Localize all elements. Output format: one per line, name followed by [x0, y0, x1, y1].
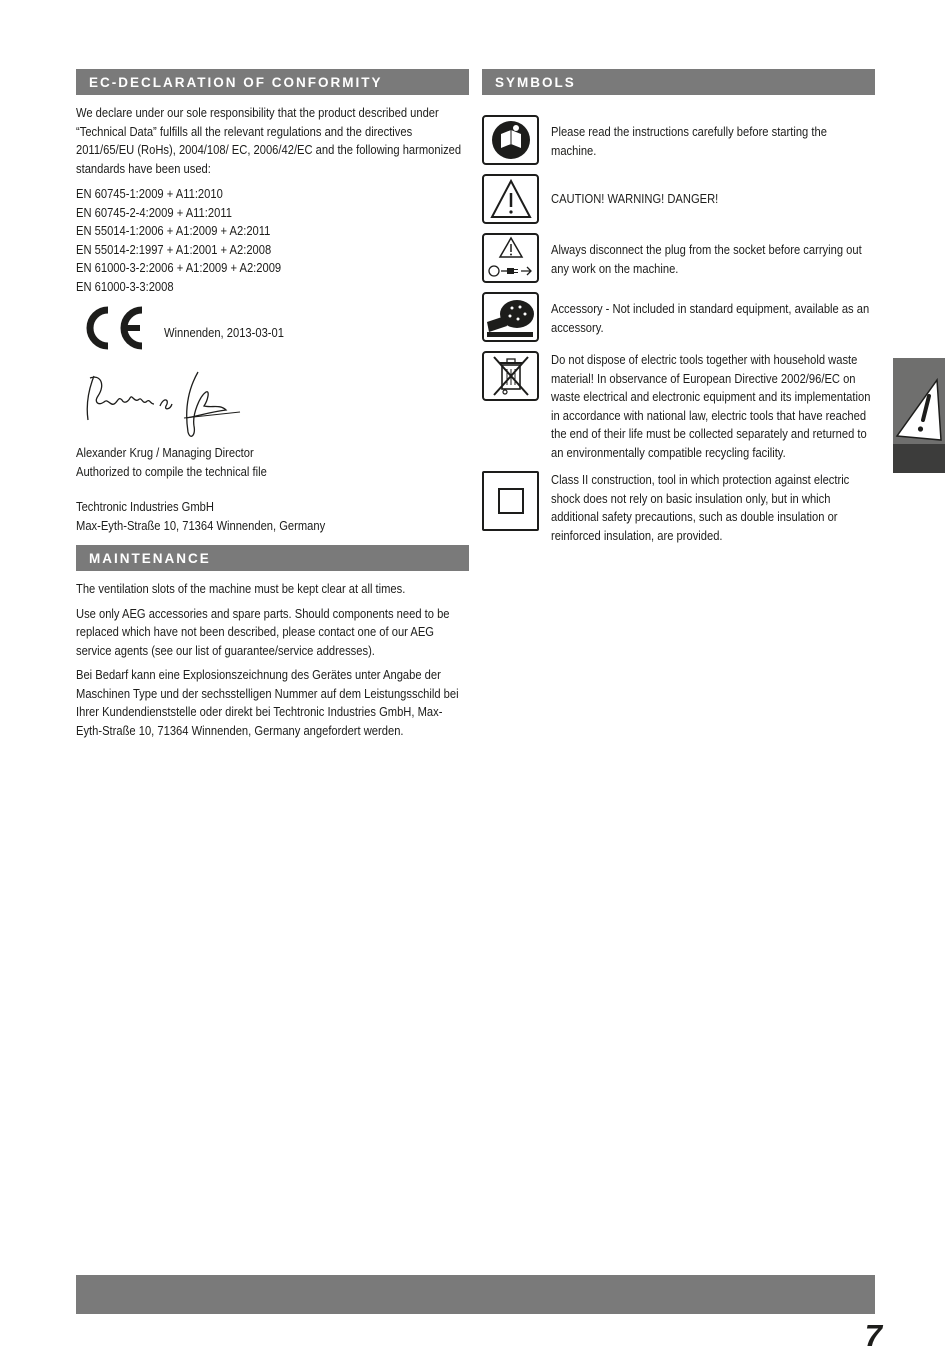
footer-bar	[76, 1275, 875, 1314]
standard-item: EN 60745-2-4:2009 + A11:2011	[76, 204, 232, 220]
page-number: 7	[864, 1318, 882, 1353]
ce-mark-logo	[78, 306, 148, 350]
left-column	[76, 69, 469, 740]
authorization: Authorized to compile the technical file	[76, 463, 267, 479]
class-ii-icon	[482, 471, 539, 531]
symbol-text: CAUTION! WARNING! DANGER!	[551, 191, 719, 206]
symbol-row	[482, 292, 875, 342]
standard-item: EN 61000-3-3:2008	[76, 278, 174, 294]
symbol-row	[482, 115, 875, 165]
declaration-intro: We declare under our sole responsibility that the product described under “Technical Data” fulfills all the relevant regulations and the directives 2011/65/EU (RoHs), 2004/108/ EC, 2006/42/EC and the following harmonized standards have been used:	[76, 105, 462, 176]
symbol-text: Always disconnect the plug from the socket before carrying out any work on the machine.	[551, 242, 862, 276]
symbol-row	[482, 471, 875, 545]
standards-list	[76, 185, 469, 296]
accessory-icon	[482, 292, 539, 342]
signature	[76, 366, 469, 444]
place-date: Winnenden, 2013-03-01	[164, 325, 284, 340]
signature-image	[80, 366, 250, 446]
standard-item: EN 55014-1:2006 + A1:2009 + A2:2011	[76, 223, 271, 238]
chapter-tab	[893, 358, 945, 473]
symbol-row	[482, 174, 875, 224]
company-address: Max-Eyth-Straße 10, 71364 Winnenden, Germany	[76, 517, 326, 533]
symbol-text: Do not dispose of electric tools together with household waste material! In observance of European Directive 2002/96/EC on waste electrical and electronic equipment and its implementation in accordance with national law, electric tools that have reached the end of their life must be collected separately and returned to an environmentally compatible recycling facility.	[551, 352, 871, 460]
signatory: Alexander Krug / Managing Director	[76, 445, 254, 460]
symbol-row	[482, 351, 875, 462]
maintenance-heading: MAINTENANCE	[76, 545, 469, 571]
symbol-text: Class II construction, tool in which protection against electric shock does not rely on basic insulation only, but in which additional safety precautions, such as double insulation or reinforced insulation, are provided.	[551, 472, 850, 543]
standard-item: EN 61000-3-2:2006 + A1:2009 + A2:2009	[76, 260, 282, 275]
symbols-heading: SYMBOLS	[482, 69, 875, 95]
symbol-text: Please read the instructions carefully before starting the machine.	[551, 124, 827, 158]
maintenance-paragraph: Bei Bedarf kann eine Explosionszeichnung des Gerätes unter Angabe der Maschinen Type und der sechsstelligen Nummer auf dem Leistungsschild bei Ihrer Kundendienststelle oder direkt bei Techtronic Industries GmbH, Max-Eyth-Straße 10, 71364 Winnenden, Germany angefordert werden.	[76, 667, 459, 738]
company-name: Techtronic Industries GmbH	[76, 499, 214, 514]
disconnect-plug-icon	[482, 233, 539, 283]
symbol-row	[482, 233, 875, 283]
weee-bin-icon	[482, 351, 539, 401]
maintenance-paragraph: The ventilation slots of the machine must be kept clear at all times.	[76, 581, 406, 596]
declaration-heading: EC-DECLARATION OF CONFORMITY	[76, 69, 469, 95]
warning-triangle-icon	[482, 174, 539, 224]
symbol-text: Accessory - Not included in standard equipment, available as an accessory.	[551, 301, 870, 335]
read-manual-icon	[482, 115, 539, 165]
standard-item: EN 60745-1:2009 + A11:2010	[76, 186, 223, 201]
maintenance-paragraph: Use only AEG accessories and spare parts. Should components need to be replaced which have not been described, please contact one of our AEG service agents (see our list of guarantee/service addresses).	[76, 605, 450, 658]
ce-row	[76, 304, 469, 362]
exclamation-warning-icon	[893, 358, 945, 473]
right-column	[482, 69, 875, 554]
standard-item: EN 55014-2:1997 + A1:2001 + A2:2008	[76, 241, 272, 257]
